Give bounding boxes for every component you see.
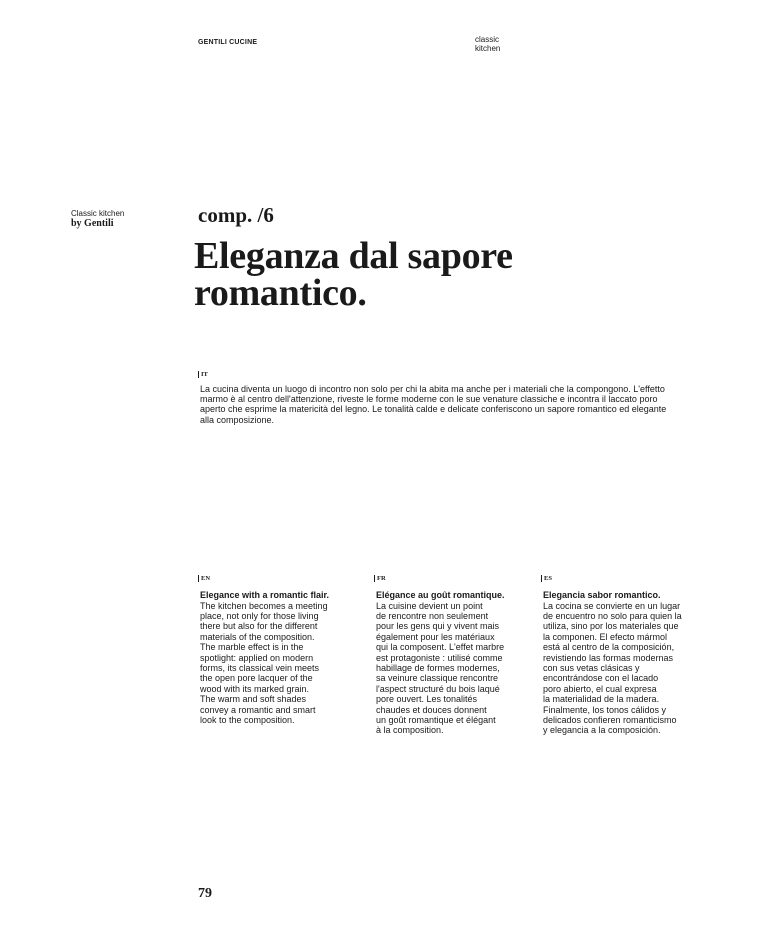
french-heading: Elégance au goût romantique. [376,590,505,600]
sidebar-caption-line2: by Gentili [71,218,114,229]
english-column [198,567,348,725]
lang-tag-en: EN [198,575,210,582]
spanish-text: La cocina se convierte en un lugar de encuentro no solo para quien la utiliza, sino por los materiales que la componen. El efecto mármol está al centro de la composición, revistiendo las formas modernas con sus vetas clásicas y encontrándose con el lacado poro abierto, el cual expresa la materialidad de la madera. Finalmente, los tonos cálidos y delicados confieren romanticismo y elegancia a la composición. [543,600,682,736]
spanish-heading: Elegancia sabor romantico. [543,590,661,600]
page-number: 79 [198,886,212,901]
italian-section [198,363,678,425]
french-text: La cuisine devient un point de rencontre non seulement pour les gens qui y vivent mais également pour les matériaux qui la composent. L'effet marbre est protagoniste : utilisé comme habillage de formes modernes, sa veinure classique rencontre l'aspect structuré du bois laqué pore ouvert. Les tonalités chaudes et douces donnent un goût romantique et élégant à la composition. [376,600,505,736]
english-heading: Elegance with a romantic flair. [200,590,330,600]
sidebar-caption-line1: Classic kitchen [71,209,125,218]
section-label-line1: classic [475,35,500,44]
section-label-line2: kitchen [475,44,501,53]
lang-tag-it: IT [198,371,208,378]
spanish-column [541,567,711,736]
page-title: Eleganza dal sapore romantico. [194,235,513,314]
brand-name: GENTILI CUCINE [198,39,258,46]
italian-text: La cucina diventa un luogo di incontro non solo per chi la abita ma anche per i materiali che la compongono. L'effetto marmo è al centro dell'attenzione, riveste le forme moderne con le sue venature classiche e incontra il laccato poro aperto che esprime la matericità del legno. Le tonalità calde e delicate conferiscono un sapore romantico ed elegante alla composizione. [200,384,667,425]
section-label [475,35,535,53]
lang-tag-es: ES [541,575,552,582]
english-text: The kitchen becomes a meeting place, not only for those living there but also for the different materials of the composition. The marble effect is in the spotlight: applied on modern forms, its classical vein meets the open pore lacquer of the wood with its marked grain. The warm and soft shades convey a romantic and smart look to the composition. [200,600,328,725]
lang-tag-fr: FR [374,575,386,582]
french-column [374,567,524,736]
composition-label: comp. /6 [198,203,274,227]
sidebar-caption [71,209,124,229]
